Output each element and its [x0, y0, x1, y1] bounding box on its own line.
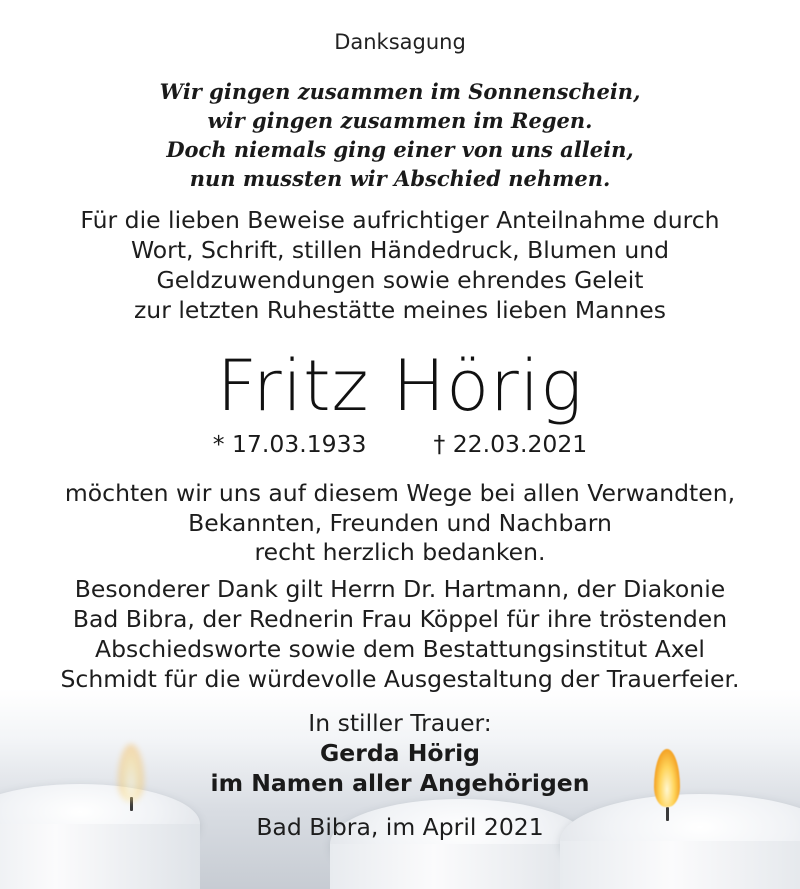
birth-date: * 17.03.1933 [212, 430, 367, 458]
poem-line: Doch niemals ging einer von uns allein, [166, 137, 634, 162]
signer-note: im Namen aller Angehörigen [210, 769, 590, 797]
special-thanks-line: Abschiedsworte sowie dem Bestattungsinstitut Axel [95, 635, 705, 663]
thanks-line: recht herzlich bedanken. [254, 538, 546, 566]
special-thanks-line: Schmidt für die würdevolle Ausgestaltung der Trauerfeier. [60, 665, 740, 693]
poem-line: nun mussten wir Abschied nehmen. [189, 166, 611, 191]
signer-name: Gerda Hörig [320, 739, 480, 767]
heading: Danksagung [334, 30, 466, 54]
life-dates [0, 430, 800, 458]
poem-line: Wir gingen zusammen im Sonnenschein, [159, 79, 641, 104]
special-thanks-line: Besonderer Dank gilt Herrn Dr. Hartmann, der Diakonie [74, 575, 726, 603]
place-date: Bad Bibra, im April 2021 [256, 813, 544, 841]
candle-middle-body [330, 844, 590, 889]
thanks-line: möchten wir uns auf diesem Wege bei allen Verwandten, [64, 479, 736, 507]
candle-right-body [560, 841, 800, 889]
thanks-line: Bekannten, Freunden und Nachbarn [188, 509, 612, 537]
intro-line: zur letzten Ruhestätte meines lieben Mannes [133, 296, 667, 324]
mourning-label: In stiller Trauer: [308, 709, 492, 737]
poem-line: wir gingen zusammen im Regen. [207, 108, 593, 133]
deceased-name: Fritz Hörig [216, 345, 584, 427]
intro-line: Wort, Schrift, stillen Händedruck, Blumen und [130, 236, 670, 264]
intro-line: Geldzuwendungen sowie ehrendes Geleit [156, 266, 644, 294]
special-thanks-line: Bad Bibra, der Rednerin Frau Köppel für ihre tröstenden [72, 605, 728, 633]
intro-line: Für die lieben Beweise aufrichtiger Anteilnahme durch [80, 206, 720, 234]
death-date: † 22.03.2021 [433, 430, 588, 458]
